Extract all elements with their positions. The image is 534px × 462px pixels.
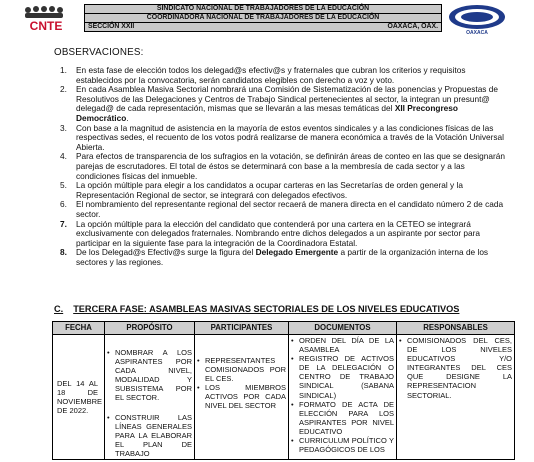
- list-item: • FORMATO DE ACTA DE ELECCIÓN PARA LOS ASPIRANTES POR NIVEL EDUCATIVO: [299, 400, 394, 436]
- header-title-box: [84, 4, 442, 32]
- list-item: 2. En cada Asamblea Masiva Sectorial nombrará una Comisión de Sistematización de las ponencias y Propuestas de Resolutivos de las Delegaciones y Centros de Trabajo Sindical pertenecientes al sector, la integran un presunt@ delegad@ de cada representación, mismas que se llevarán a las mesas temáticas del XII Precongreso Democrático.: [60, 84, 498, 123]
- column-header: DOCUMENTOS: [289, 322, 397, 335]
- list-item: 4. Para efectos de transparencia de los sufragios en la votación, se definirán áreas de conteo en las que se designarán parejas de escrutadores. El total de éstos se determinará con base a la membresía de cada sector y a las condiciones físicas del inmueble.: [60, 151, 505, 181]
- list-item: • REPRESENTANTES COMISIONADOS POR EL CES.: [205, 356, 286, 383]
- list-item: 6. El nombramiento del representante regional del sector recaerá de manera directa en el candidato número 2 de cada sector.: [60, 199, 504, 219]
- column-header: RESPONSABLES: [397, 322, 515, 335]
- header-line-2: COORDINADORA NACIONAL DE TRABAJADORES DE LA EDUCACIÓN: [85, 14, 442, 23]
- location: OAXACA, OAX.: [387, 23, 438, 30]
- list-item: • LOS MIEMBROS ACTIVOS POR CADA NIVEL DEL SECTOR: [205, 383, 286, 410]
- section-name: SECCIÓN XXII: [88, 23, 135, 30]
- list-item: • CONSTRUIR LAS LÍNEAS GENERALES PARA LA ELABORAR EL PLAN DE TRABAJO: [115, 413, 192, 458]
- list-item: 1. En esta fase de elección todos los delegad@s efectiv@s y fraternales que cubran los criterios y requisitos establecidos por la convocatoria, serán candidatos elegibles con derecho a voz y voto.: [60, 65, 466, 85]
- section-heading: C. TERCERA FASE: ASAMBLEAS MASIVAS SECTORIALES DE LOS NIVELES EDUCATIVOS: [54, 304, 460, 314]
- purpose-cell: [105, 335, 195, 460]
- table-header-row: [53, 322, 515, 335]
- responsible-cell: [397, 335, 515, 460]
- header-line-1: SINDICATO NACIONAL DE TRABAJADORES DE LA EDUCACIÓN: [85, 5, 442, 14]
- phase-table: [52, 321, 515, 460]
- list-item: 5. La opción múltiple para elegir a los candidatos a ocupar carteras en las Secretarías de orden general y la Representación Regional de sector, se integrará con delegados efectivos.: [60, 180, 463, 200]
- list-item: • COMISIONADOS DEL CES, DE LOS NIVELES EDUCATIVOS Y/O INTEGRANTES DEL CES QUE DESIGNE LA REPRESENTACION SECTORIAL.: [407, 336, 512, 400]
- header-line-3: [85, 23, 441, 31]
- section-xxii-seal: [446, 3, 508, 35]
- svg-text:OAXACA: OAXACA: [466, 30, 488, 35]
- table-row: [53, 335, 515, 460]
- list-item: • NOMBRAR A LOS ASPIRANTES POR CADA NIVEL, MODALIDAD Y SUBSISTEMA POR EL SECTOR.: [115, 348, 192, 403]
- documents-cell: [289, 335, 397, 460]
- observations-heading: OBSERVACIONES:: [54, 47, 144, 58]
- list-item: 8. De los Delegad@s Efectiv@s surge la figura del Delegado Emergente a partir de la organización interna de los sectores y las regiones.: [60, 247, 489, 267]
- cnte-logo: [20, 4, 72, 32]
- participants-cell: [195, 335, 289, 460]
- svg-text:CNTE: CNTE: [29, 19, 63, 32]
- list-item: • REGISTRO DE ACTIVOS DE LA DELEGACIÓN O CENTRO DE TRABAJO SINDICAL (SABANA SINDICAL): [299, 354, 394, 399]
- list-item: • ORDEN DEL DÍA DE LA ASAMBLEA: [299, 336, 394, 354]
- observations-list: [54, 66, 509, 267]
- column-header: FECHA: [53, 322, 105, 335]
- list-item: 7. La opción múltiple para la elección del candidato que contenderá por una cartera en la CETEO se integrará exclusivamente con delegados fraternales. Nombrando entre dichos delegados a un aspirante por sector para participar en la siguiente fase para la integración de la Coordinadora Estatal.: [60, 218, 481, 248]
- document-header: [0, 0, 534, 36]
- list-item: • CURRICULUM POLÍTICO Y PEDAGÓGICOS DE LOS: [299, 436, 394, 454]
- column-header: PROPÓSITO: [105, 322, 195, 335]
- date-cell: DEL 14 AL 18 DE NOVIEMBRE DE 2022.: [53, 335, 105, 460]
- list-item: 3. Con base a la magnitud de asistencia en la mayoría de estos eventos sindicales y a las condiciones físicas de las respectivas sedes, el recuento de los votos podrá realizarse de manera económica a través de la Votación Universal Abierta.: [60, 122, 504, 152]
- column-header: PARTICIPANTES: [195, 322, 289, 335]
